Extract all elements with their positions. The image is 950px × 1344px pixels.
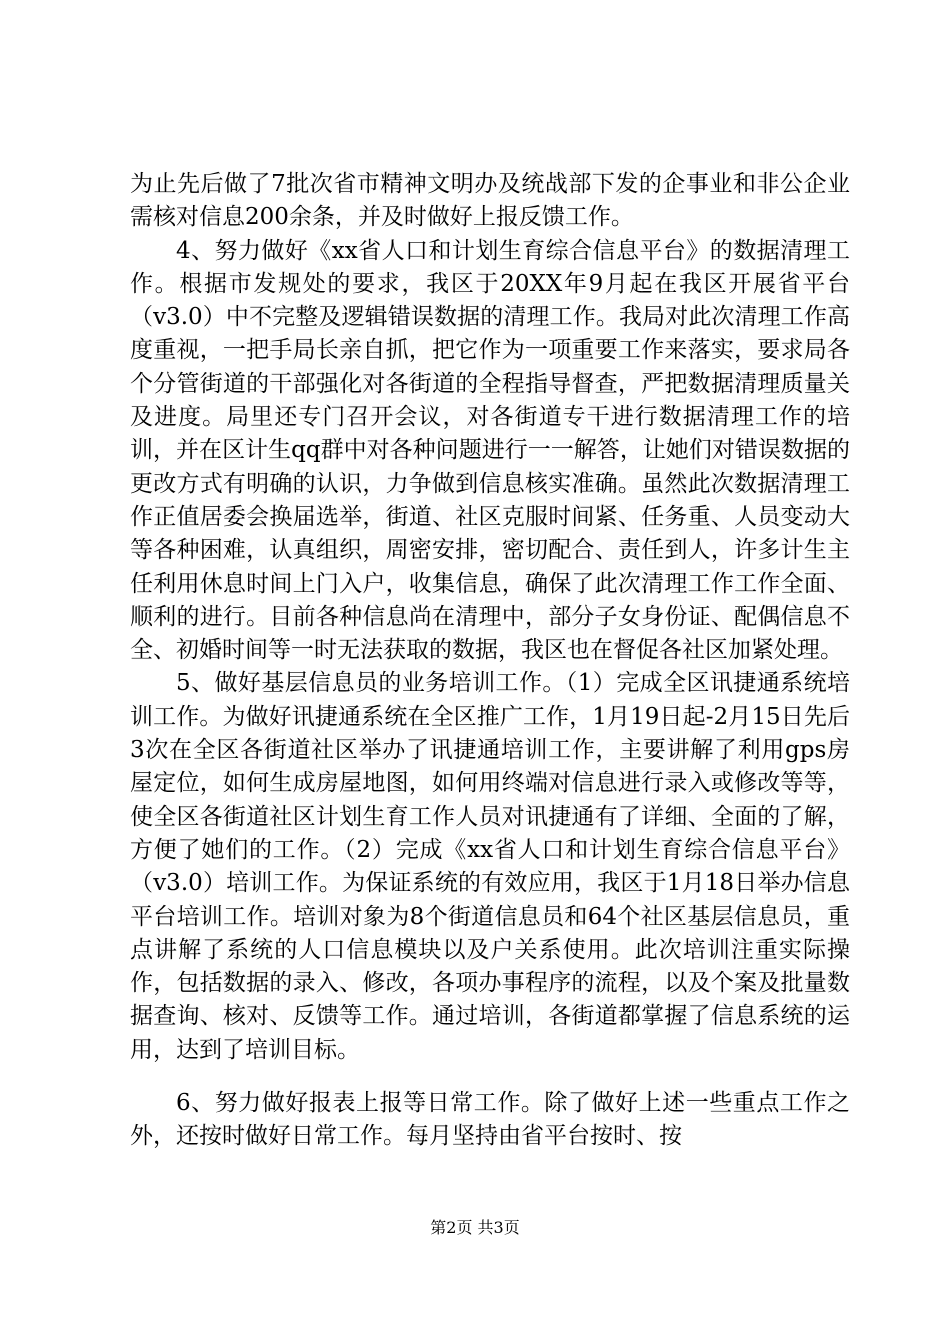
- paragraph-spacer: [130, 1067, 850, 1087]
- page-footer: 第2页 共3页: [430, 1218, 520, 1237]
- paragraph-item-5: 5、做好基层信息员的业务培训工作。（1）完成全区讯捷通系统培训工作。为做好讯捷通系统在全区推广工作，1月19日起-2月15日先后3次在全区各街道社区举办了讯捷通培训工作，主要讲解了利用gps房屋定位，如何生成房屋地图，如何用终端对信息进行录入或修改等等，使全区各街道社区计划生育工作人员对讯捷通有了详细、全面的了解，方便了她们的工作。（2）完成《xx省人口和计划生育综合信息平台》（v3.0）培训工作。为保证系统的有效应用，我区于1月18日举办信息平台培训工作。培训对象为8个街道信息员和64个社区基层信息员，重点讲解了系统的人口信息模块以及户关系使用。此次培训注重实际操作，包括数据的录入、修改，各项办事程序的流程，以及个案及批量数据查询、核对、反馈等工作。通过培训，各街道都掌握了信息系统的运用，达到了培训目标。: [130, 670, 850, 1063]
- document-body: [130, 168, 850, 1154]
- paragraph-item-4: 4、努力做好《xx省人口和计划生育综合信息平台》的数据清理工作。根据市发规处的要求，我区于20XX年9月起在我区开展省平台（v3.0）中不完整及逻辑错误数据的清理工作。我局对此次清理工作高度重视，一把手局长亲自抓，把它作为一项重要工作来落实，要求局各个分管街道的干部强化对各街道的全程指导督查，严把数据清理质量关及进度。局里还专门召开会议，对各街道专干进行数据清理工作的培训，并在区计生qq群中对各种问题进行一一解答，让她们对错误数据的更改方式有明确的认识，力争做到信息核实准确。虽然此次数据清理工作正值居委会换届选举，街道、社区克服时间紧、任务重、人员变动大等各种困难，认真组织，周密安排，密切配合、责任到人，许多计生主任利用休息时间上门入户，收集信息，确保了此次清理工作工作全面、顺利的进行。目前各种信息尚在清理中，部分子女身份证、配偶信息不全、初婚时间等一时无法获取的数据，我区也在督促各社区加紧处理。: [130, 237, 850, 664]
- paragraph-continuation: 为止先后做了7批次省市精神文明办及统战部下发的企事业和非公企业需核对信息200余条，并及时做好上报反馈工作。: [130, 171, 850, 231]
- paragraph-item-6: 6、努力做好报表上报等日常工作。除了做好上述一些重点工作之外，还按时做好日常工作。每月坚持由省平台按时、按: [130, 1090, 850, 1150]
